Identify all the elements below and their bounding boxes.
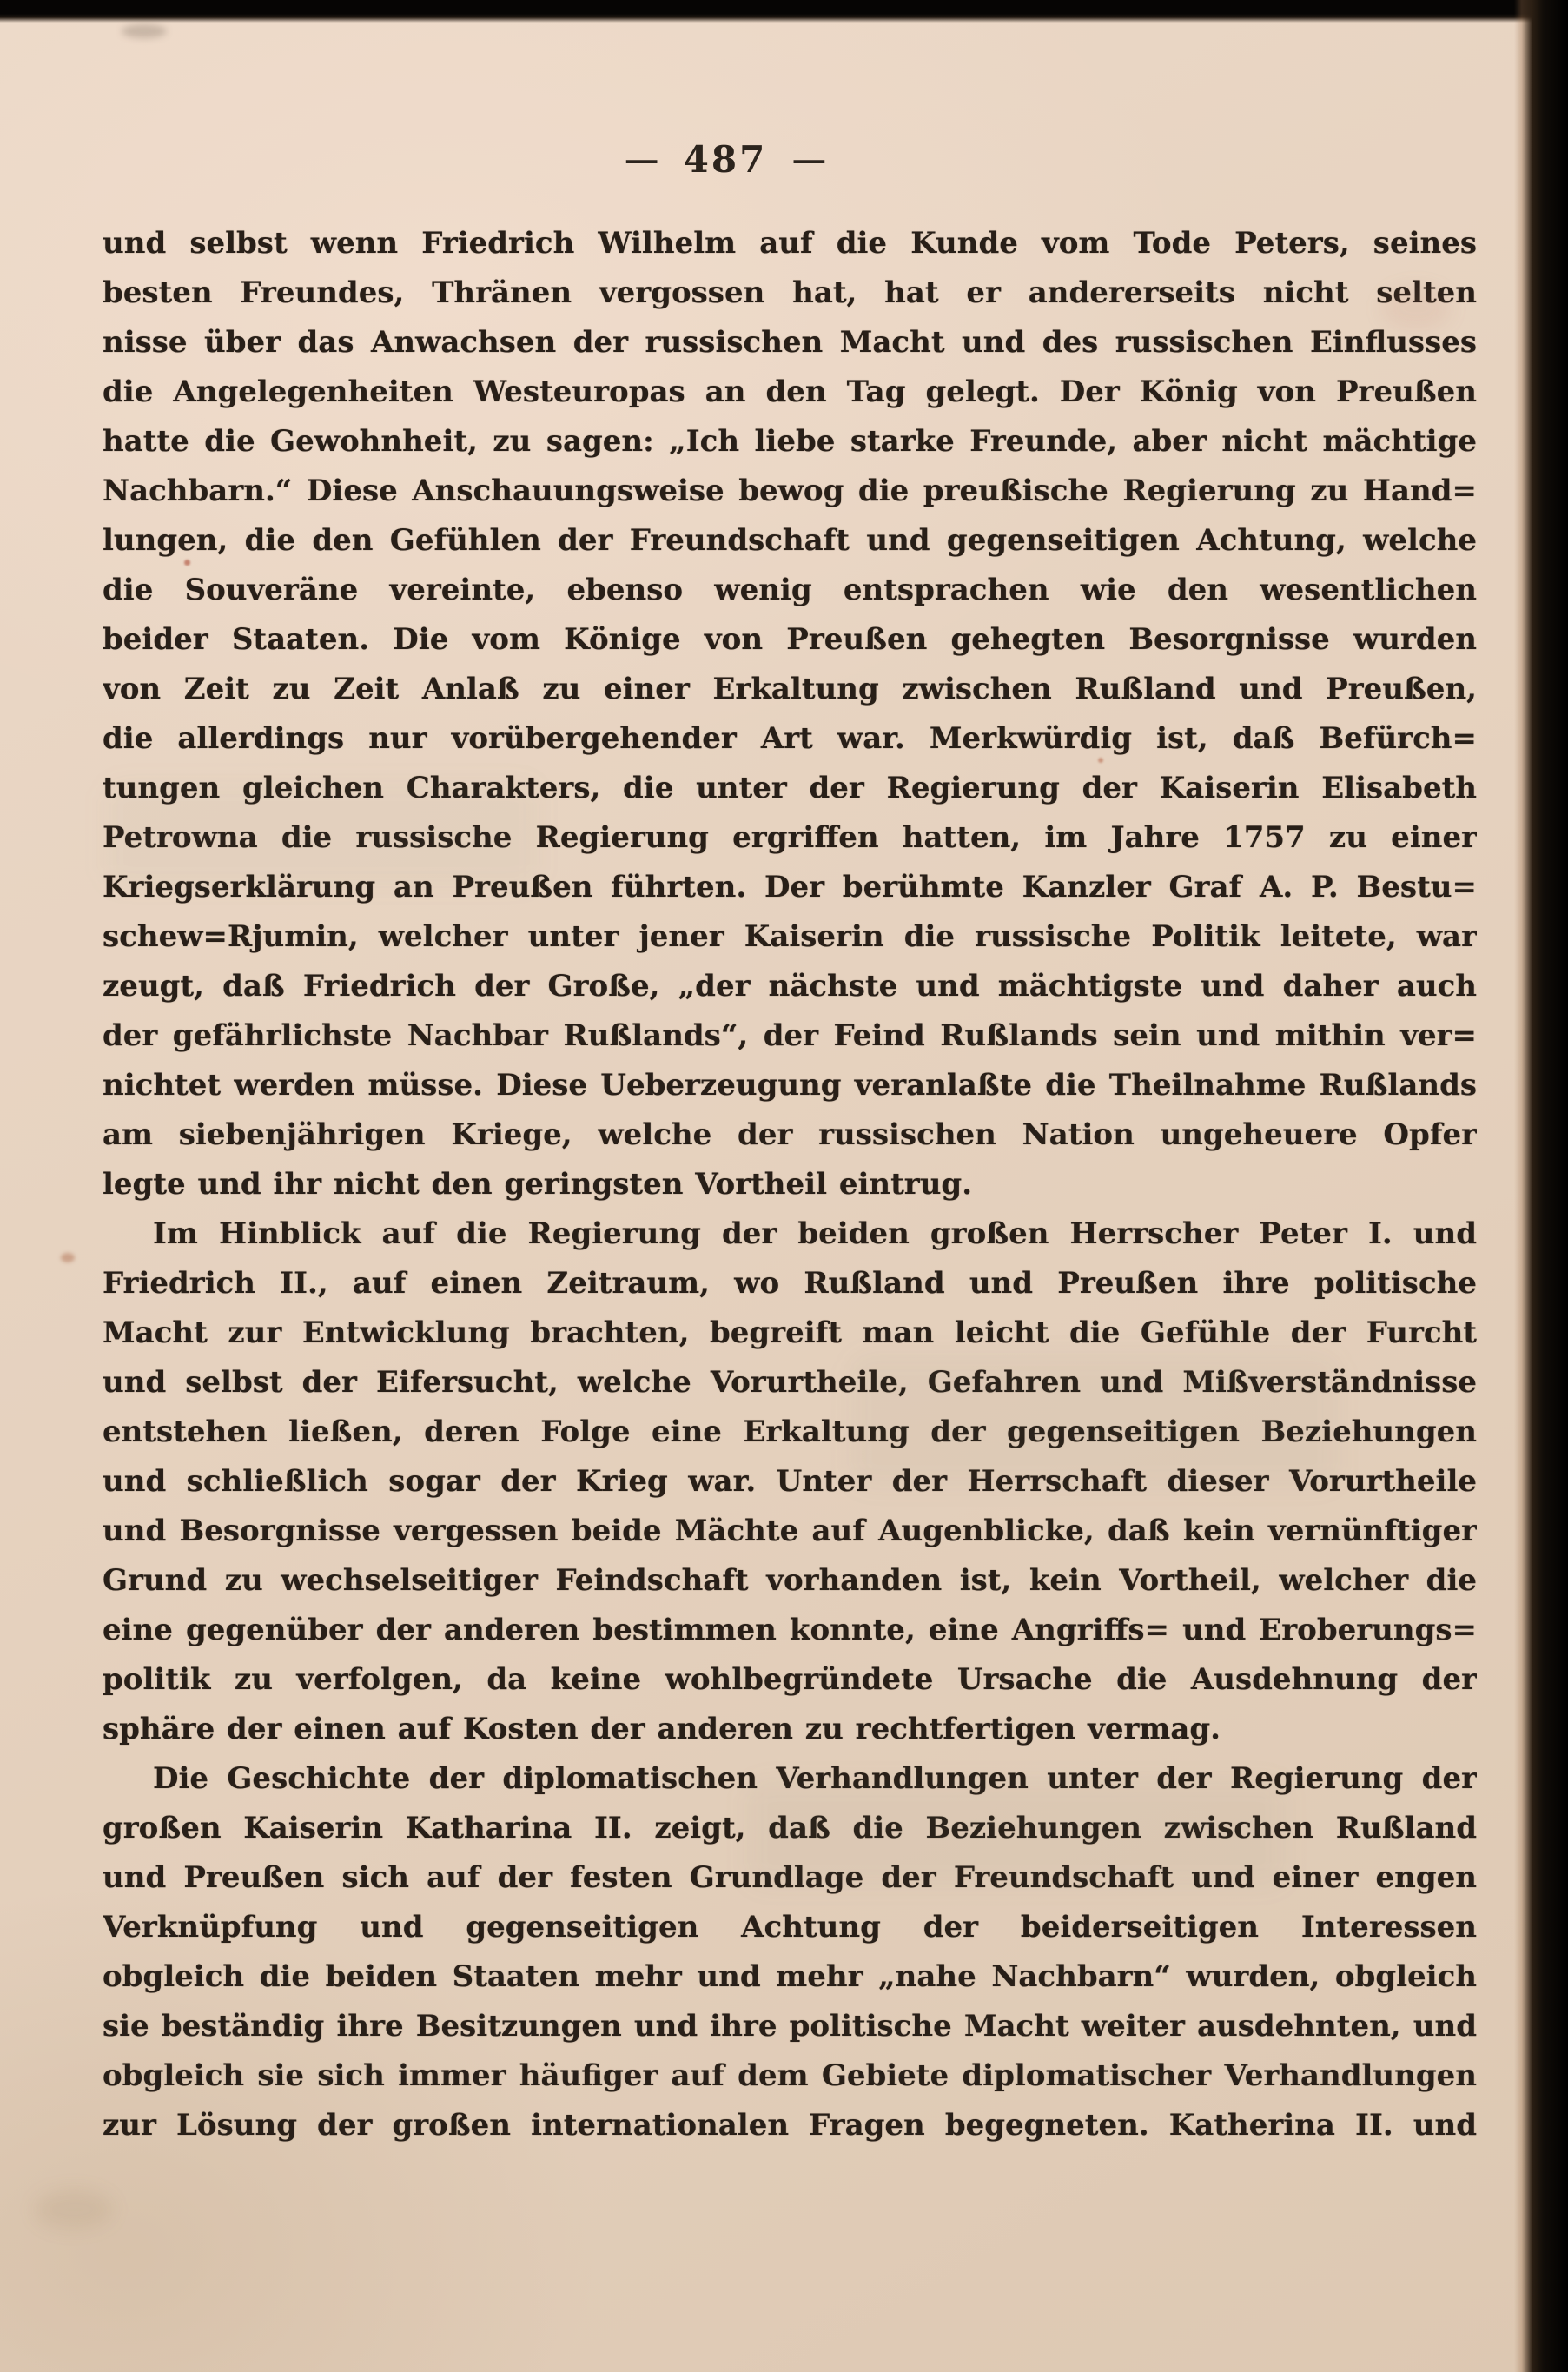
text-line: tungen gleichen Charakters, die unter der Regierung der Kaiserin Elisabeth [103,771,1477,805]
paper-stain [122,24,167,38]
text-line: nichtet werden müsse. Diese Ueberzeugung veranlaßte die Theilnahme Rußlands [103,1068,1477,1103]
scan-top-edge [0,0,1568,23]
text-line: Grund zu wechselseitiger Feindschaft vorhanden ist, kein Vortheil, welcher die [103,1563,1477,1598]
text-line: sphäre der einen auf Kosten der anderen zu rechtfertigen vermag. [103,1712,1221,1746]
text-line: zur Lösung der großen internationalen Fragen begegneten. Katherina II. und [103,2108,1477,2143]
text-line: und Preußen sich auf der festen Grundlage der Freundschaft und einer engen [103,1860,1477,1895]
text-line: besten Freundes, Thränen vergossen hat, hat er andererseits nicht selten [103,275,1477,310]
text-line: obgleich sie sich immer häufiger auf dem Gebiete diplomatischer Verhandlungen [103,2058,1477,2093]
text-line: legte und ihr nicht den geringsten Vortheil eintrug. [103,1167,973,1202]
text-line: Friedrich II., auf einen Zeitraum, wo Rußland und Preußen ihre politische [103,1266,1477,1301]
text-line: und selbst wenn Friedrich Wilhelm auf die Kunde vom Tode Peters, seines [103,226,1477,261]
text-line: die Angelegenheiten Westeuropas an den Tag gelegt. Der König von Preußen [103,374,1477,409]
text-line: beider Staaten. Die vom Könige von Preußen gehegten Besorgnisse wurden [103,622,1477,657]
paper-stain [61,1253,75,1262]
text-line: die Souveräne vereinte, ebenso wenig entsprachen wie den wesentlichen [103,573,1477,607]
text-line: schew=Rjumin, welcher unter jener Kaiserin die russische Politik leitete, war [103,919,1477,954]
text-line: sie beständig ihre Besitzungen und ihre politische Macht weiter ausdehnten, und [103,2009,1477,2044]
paper-stain [35,2190,113,2230]
page-number-dash-right: — [791,142,827,176]
body-text [103,219,1477,2150]
text-line: Kriegserklärung an Preußen führten. Der berühmte Kanzler Graf A. P. Bestu= [103,870,1477,904]
text-line: die allerdings nur vorübergehender Art war. Merkwürdig ist, daß Befürch= [103,721,1477,756]
page-header [556,136,895,184]
text-line: hatte die Gewohnheit, zu sagen: „Ich liebe starke Freunde, aber nicht mächtige [103,424,1477,459]
text-line: großen Kaiserin Katharina II. zeigt, daß die Beziehungen zwischen Rußland [103,1811,1477,1845]
text-line: Im Hinblick auf die Regierung der beiden großen Herrscher Peter I. und [153,1216,1477,1251]
text-line: politik zu verfolgen, da keine wohlbegründete Ursache die Ausdehnung der [103,1662,1477,1697]
text-line: obgleich die beiden Staaten mehr und mehr „nahe Nachbarn“ wurden, obgleich [103,1959,1477,1994]
text-line: und Besorgnisse vergessen beide Mächte auf Augenblicke, daß kein vernünftiger [103,1514,1477,1548]
text-line: entstehen ließen, deren Folge eine Erkaltung der gegenseitigen Beziehungen [103,1415,1477,1449]
text-line: Verknüpfung und gegenseitigen Achtung der beiderseitigen Interessen [103,1910,1477,1945]
page-number-dash-left: — [624,142,659,176]
text-line: eine gegenüber der anderen bestimmen konnte, eine Angriffs= und Eroberungs= [103,1613,1477,1647]
text-line: der gefährlichste Nachbar Rußlands“, der Feind Rußlands sein und mithin ver= [103,1018,1477,1053]
text-line: zeugt, daß Friedrich der Große, „der nächste und mächtigste und daher auch [103,969,1477,1004]
text-line: Petrowna die russische Regierung ergriffen hatten, im Jahre 1757 zu einer [103,820,1477,855]
text-line: und schließlich sogar der Krieg war. Unter der Herrschaft dieser Vorurtheile [103,1464,1477,1499]
page-number: 487 [683,138,768,181]
text-line: nisse über das Anwachsen der russischen Macht und des russischen Einflusses [103,325,1477,360]
text-line: lungen, die den Gefühlen der Freundschaft und gegenseitigen Achtung, welche [103,523,1477,558]
text-line: Macht zur Entwicklung brachten, begreift man leicht die Gefühle der Furcht [103,1315,1477,1350]
scan-right-edge [1514,0,1568,2372]
text-line: am siebenjährigen Kriege, welche der russischen Nation ungeheuere Opfer [103,1117,1477,1152]
text-line: Die Geschichte der diplomatischen Verhandlungen unter der Regierung der [153,1761,1477,1796]
text-line: und selbst der Eifersucht, welche Vorurtheile, Gefahren und Mißverständnisse [103,1365,1477,1400]
text-line: von Zeit zu Zeit Anlaß zu einer Erkaltung zwischen Rußland und Preußen, [103,672,1477,706]
text-line: Nachbarn.“ Diese Anschauungsweise bewog die preußische Regierung zu Hand= [103,474,1477,508]
